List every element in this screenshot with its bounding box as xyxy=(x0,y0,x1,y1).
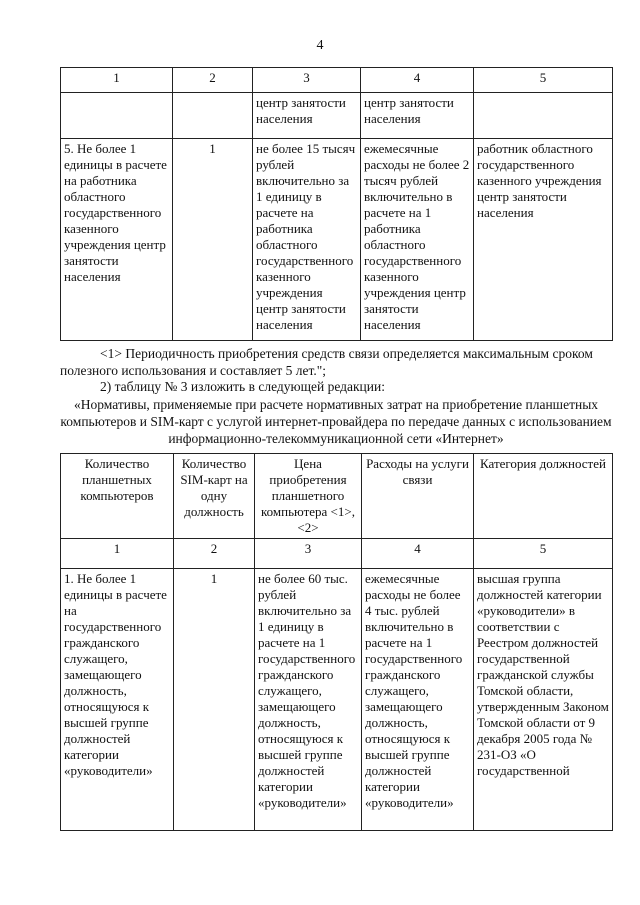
table-cell: 1 xyxy=(173,139,253,341)
col-number-1: 1 xyxy=(61,539,174,569)
table-2-continuation xyxy=(60,67,613,341)
table-cell xyxy=(173,93,253,139)
col-title-category: Категория должностей xyxy=(474,454,613,539)
table-row xyxy=(61,569,613,831)
col-number-2: 2 xyxy=(173,68,253,93)
col-title-price: Цена приобретения планшетного компьютера <1>, <2> xyxy=(255,454,362,539)
table-3 xyxy=(60,453,613,831)
table-cell: центр занятости населения xyxy=(253,93,361,139)
col-number-5: 5 xyxy=(474,68,613,93)
col-title-expenses: Расходы на услуги связи xyxy=(362,454,474,539)
table-cell: 5. Не более 1 единицы в расчете на работника областного государственного казенного учреждения центр занятости населения xyxy=(61,139,173,341)
table-header-row xyxy=(61,539,613,569)
table-cell xyxy=(474,93,613,139)
col-title-quantity: Количество планшетных компьютеров xyxy=(61,454,174,539)
table-cell: ежемесячные расходы не более 4 тыс. рублей включительно в расчете на 1 государственного гражданского служащего, замещающего должность, относящуюся к высшей группе должностей категории «руководители» xyxy=(362,569,474,831)
col-title-sim: Количество SIM-карт на одну должность xyxy=(174,454,255,539)
table-row xyxy=(61,139,613,341)
footnote-1: <1> Периодичность приобретения средств связи определяется максимальным сроком полезного использования и составляет 5 лет."; xyxy=(60,346,593,378)
table-row xyxy=(61,93,613,139)
col-number-5: 5 xyxy=(474,539,613,569)
table-header-row xyxy=(61,454,613,539)
table-cell: ежемесячные расходы не более 2 тысяч рублей включительно в расчете на 1 работника областного государственного казенного учреждения центр занятости населения xyxy=(361,139,474,341)
table-cell: работник областного государственного казенного учреждения центр занятости населения xyxy=(474,139,613,341)
table-cell: 1 xyxy=(174,569,255,831)
page-number: 4 xyxy=(316,38,324,53)
col-number-4: 4 xyxy=(361,68,474,93)
table-cell: не более 15 тысяч рублей включительно за 1 единицу в расчете на работника областного государственного казенного учреждения центр занятости населения xyxy=(253,139,361,341)
col-number-2: 2 xyxy=(174,539,255,569)
col-number-3: 3 xyxy=(255,539,362,569)
table-cell: высшая группа должностей категории «руководители» в соответствии с Реестром должностей государственной гражданской службы Томской области, утвержденным Законом Томской области от 9 декабря 2005 года № 231-ОЗ «О государственной xyxy=(474,569,613,831)
col-number-3: 3 xyxy=(253,68,361,93)
table-cell: 1. Не более 1 единицы в расчете на государственного гражданского служащего, замещающего должность, относящуюся к высшей группе должностей категории «руководители» xyxy=(61,569,174,831)
col-number-1: 1 xyxy=(61,68,173,93)
table-cell xyxy=(61,93,173,139)
table-header-row xyxy=(61,68,613,93)
col-number-4: 4 xyxy=(362,539,474,569)
table-cell: не более 60 тыс. рублей включительно за 1 единицу в расчете на 1 государственного гражданского служащего, замещающего должность, относящуюся к высшей группе должностей категории «руководители» xyxy=(255,569,362,831)
amendment-item-2: 2) таблицу № 3 изложить в следующей редакции: xyxy=(100,379,385,394)
table-3-title: «Нормативы, применяемые при расчете нормативных затрат на приобретение планшетных компьютеров и SIM-карт с услугой интернет-провайдера по передаче данных с использованием информационно-телекоммуникационной сети «Интернет» xyxy=(60,397,612,446)
table-cell: центр занятости населения xyxy=(361,93,474,139)
